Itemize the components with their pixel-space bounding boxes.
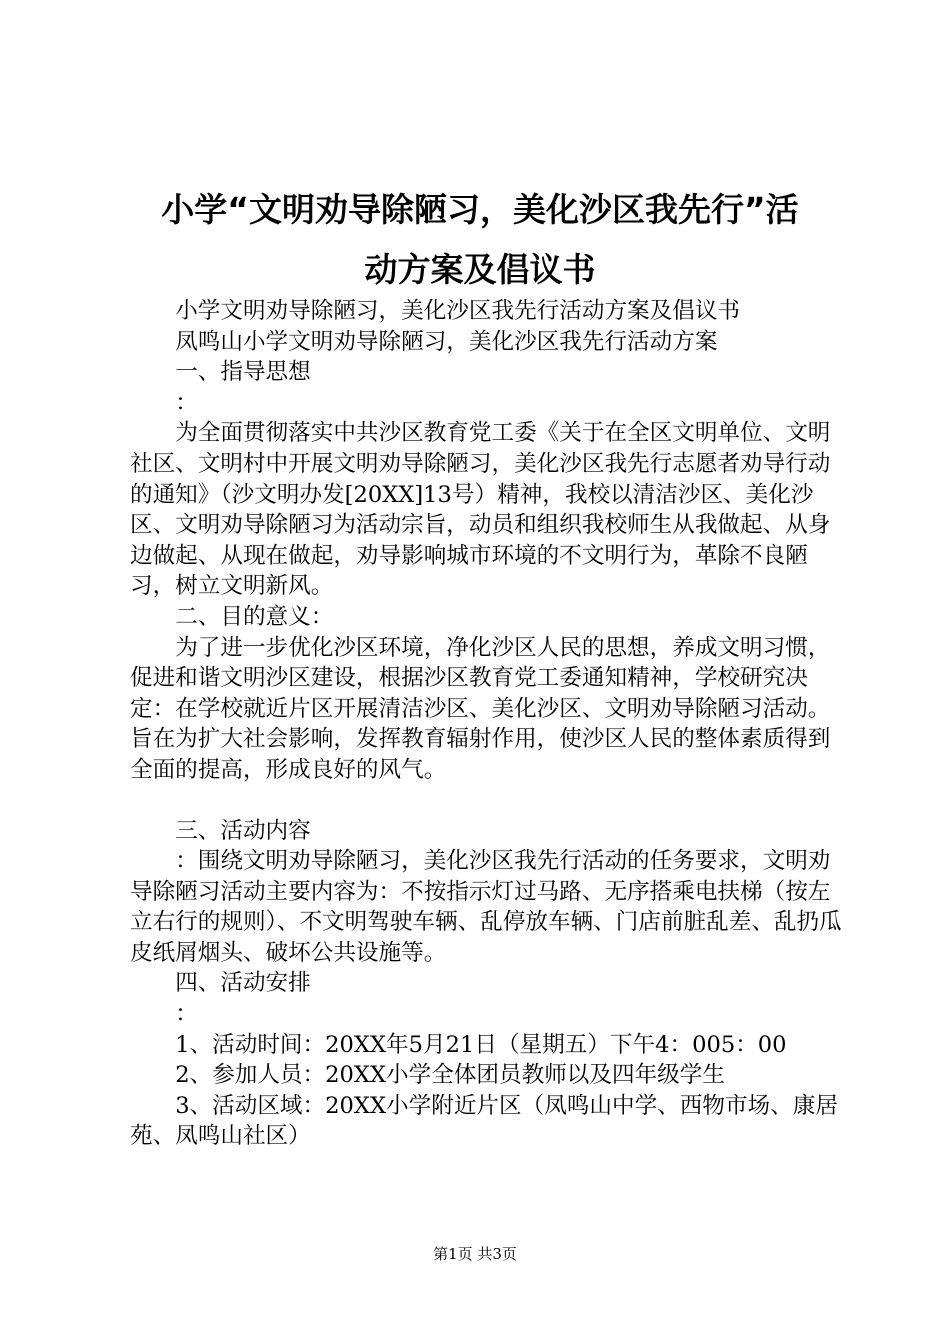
- paragraph-subtitle: 小学文明劝导除陋习，美化沙区我先行活动方案及倡议书: [175, 298, 741, 324]
- document-body: [130, 296, 850, 1152]
- page-footer: 第1页 共3页: [433, 1245, 517, 1263]
- paragraph-content: ：围绕文明劝导除陋习，美化沙区我先行活动的任务要求，文明劝导除陋习活动主要内容为：不按指示灯过马路、无序搭乘电扶梯（按左立右行的规则）、不文明驾驶车辆、乱停放车辆、门店前脏乱差、乱扔瓜皮纸屑烟头、破坏公共设施等。: [130, 848, 842, 966]
- list-item-area: 3、活动区域：20XX小学附近片区（凤鸣山中学、西物市场、康居苑、凤鸣山社区）: [130, 1092, 838, 1150]
- paragraph-plan-title: 凤鸣山小学文明劝导除陋习，美化沙区我先行活动方案: [175, 328, 718, 355]
- document-title-line-2: 动方案及倡议书: [364, 250, 596, 289]
- section-colon: ：: [175, 389, 198, 416]
- paragraph-guiding-thought: 为全面贯彻落实中共沙区教育党工委《关于在全区文明单位、文明社区、文明村中开展文明劝导除陋习，美化沙区我先行志愿者劝导行动的通知》（沙文明办发[20XX]13号）精神，我校以清洁沙区、美化沙区、文明劝导除陋习为活动宗旨，动员和组织我校师生从我做起、从身边做起、从现在做起，劝导影响城市环境的不文明行为，革除不良陋习，树立文明新风。: [130, 420, 831, 600]
- section-colon: ：: [175, 1001, 198, 1028]
- list-item-participants: 2、参加人员：20XX小学全体团员教师以及四年级学生: [175, 1062, 725, 1089]
- list-item-time: 1、活动时间：20XX年5月21日（星期五）下午4：005：00: [175, 1031, 787, 1058]
- document-title-line-1: 小学“文明劝导除陋习，美化沙区我先行”活: [161, 190, 799, 229]
- section-heading-guiding-thought: 一、指导思想: [175, 359, 311, 386]
- section-heading-purpose: 二、目的意义：: [175, 603, 334, 630]
- paragraph-purpose: 为了进一步优化沙区环境，净化沙区人民的思想，养成文明习惯，促进和谐文明沙区建设，根据沙区教育党工委通知精神，学校研究决定：在学校就近片区开展清洁沙区、美化沙区、文明劝导除陋习活动。旨在为扩大社会影响，发挥教育辐射作用，使沙区人民的整体素质得到全面的提高，形成良好的风气。: [130, 634, 831, 783]
- section-heading-content: 三、活动内容: [175, 817, 311, 844]
- section-heading-arrangement: 四、活动安排: [175, 970, 311, 997]
